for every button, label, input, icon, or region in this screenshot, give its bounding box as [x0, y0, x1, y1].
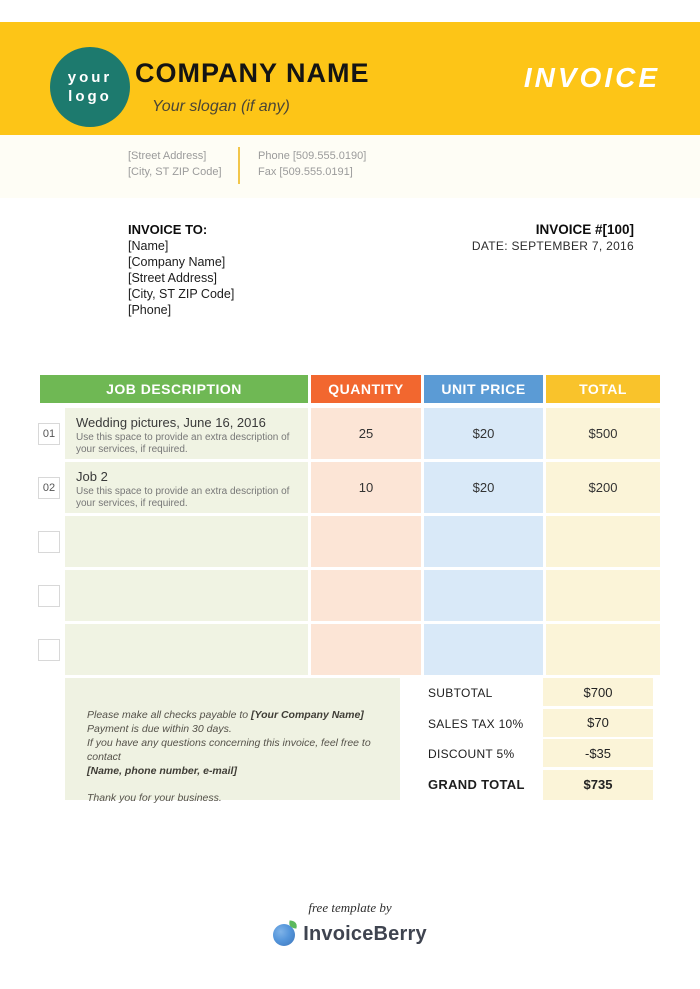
invoice-to-block: [128, 222, 234, 318]
invoice-date: DATE: SEPTEMBER 7, 2016: [471, 239, 634, 253]
job-description-cell: [65, 462, 308, 513]
job-description-cell: [65, 516, 308, 567]
discount-row: [400, 739, 653, 769]
discount-label: DISCOUNT 5%: [400, 739, 543, 769]
payment-notes: [65, 678, 400, 804]
total-cell: $200: [546, 462, 660, 513]
table-row-empty: [38, 570, 660, 621]
job-description-cell: [65, 570, 308, 621]
job-title: Job 2: [76, 469, 108, 484]
header-band: [0, 22, 700, 135]
company-address-block: [128, 148, 222, 180]
row-number-box: [38, 531, 60, 553]
note-contact: [87, 764, 382, 778]
summary-section: [38, 678, 660, 804]
job-extra-description: Use this space to provide an extra description of your services, if required.: [76, 432, 290, 455]
row-number-box: [38, 639, 60, 661]
column-header-unit-price: UNIT PRICE: [424, 375, 543, 403]
unit-price-cell: $20: [424, 408, 543, 459]
row-number-box: 01: [38, 423, 60, 445]
table-row: [38, 408, 660, 459]
leaf-icon: [289, 920, 298, 928]
company-phone: Phone [509.555.0190]: [258, 150, 367, 162]
recipient-street: [Street Address]: [128, 271, 217, 285]
subtotal-value: $700: [543, 678, 653, 708]
job-title: Wedding pictures, June 16, 2016: [76, 415, 266, 430]
total-cell: [546, 516, 660, 567]
note-contact-bold: [Name, phone number, e-mail]: [87, 765, 237, 777]
grand-total-row: [400, 770, 653, 800]
recipient-phone: [Phone]: [128, 303, 172, 317]
quantity-cell: 10: [311, 462, 421, 513]
company-logo: [50, 47, 130, 127]
table-row-empty: [38, 624, 660, 675]
job-extra-description: Use this space to provide an extra description of your services, if required.: [76, 486, 290, 509]
invoiceberry-logo-icon: [273, 924, 295, 946]
row-number-box: [38, 585, 60, 607]
quantity-cell: [311, 570, 421, 621]
recipient-city: [City, ST ZIP Code]: [128, 287, 235, 301]
total-cell: $500: [546, 408, 660, 459]
note-payable-text: Please make all checks payable to: [87, 709, 252, 721]
invoice-to-heading: INVOICE TO:: [128, 222, 208, 237]
note-payable-company: [Your Company Name]: [251, 709, 364, 721]
job-description-cell: [65, 408, 308, 459]
brand-row: [0, 923, 700, 946]
company-name: COMPANY NAME: [135, 58, 370, 88]
total-cell: [546, 624, 660, 675]
brand-name: InvoiceBerry: [303, 923, 427, 945]
row-number-box: 02: [38, 477, 60, 499]
note-thanks: Thank you for your business.: [87, 792, 222, 804]
company-slogan: Your slogan (if any): [152, 98, 290, 115]
company-fax: Fax [509.555.0191]: [258, 166, 353, 178]
recipient-name: [Name]: [128, 239, 169, 253]
column-header-total: TOTAL: [546, 375, 660, 403]
quantity-cell: [311, 624, 421, 675]
recipient-company: [Company Name]: [128, 255, 226, 269]
grand-total-label: GRAND TOTAL: [400, 770, 543, 800]
totals-block: [400, 678, 653, 800]
table-row: [38, 462, 660, 513]
note-questions: If you have any questions concerning this invoice, feel free to contact: [87, 737, 371, 763]
sales-tax-label: SALES TAX 10%: [400, 709, 543, 739]
table-header-row: [38, 375, 660, 403]
unit-price-cell: [424, 570, 543, 621]
unit-price-cell: [424, 516, 543, 567]
free-template-tagline: free template by: [308, 900, 392, 915]
column-header-quantity: QUANTITY: [311, 375, 421, 403]
unit-price-cell: [424, 624, 543, 675]
logo-text-line1: your: [67, 69, 113, 86]
logo-text-line2: logo: [68, 88, 112, 105]
table-row-empty: [38, 516, 660, 567]
company-phone-block: [258, 148, 366, 180]
note-payable: [87, 708, 382, 722]
invoice-number: INVOICE #[100]: [535, 222, 634, 237]
unit-price-cell: $20: [424, 462, 543, 513]
document-title: INVOICE: [523, 62, 660, 93]
job-description-cell: [65, 624, 308, 675]
quantity-cell: [311, 516, 421, 567]
grand-total-value: $735: [543, 770, 653, 800]
sales-tax-row: [400, 709, 653, 739]
discount-value: -$35: [543, 739, 653, 769]
column-header-job-description: JOB DESCRIPTION: [40, 375, 308, 403]
company-street: [Street Address]: [128, 150, 207, 162]
invoice-meta-block: [472, 222, 634, 253]
total-cell: [546, 570, 660, 621]
line-items-table: [38, 375, 660, 678]
subtotal-label: SUBTOTAL: [400, 678, 543, 708]
branding-footer: [0, 900, 700, 946]
sales-tax-value: $70: [543, 709, 653, 739]
quantity-cell: 25: [311, 408, 421, 459]
subtotal-row: [400, 678, 653, 708]
company-city: [City, ST ZIP Code]: [128, 166, 222, 178]
contact-divider: [238, 147, 240, 184]
note-due: Payment is due within 30 days.: [87, 723, 232, 735]
